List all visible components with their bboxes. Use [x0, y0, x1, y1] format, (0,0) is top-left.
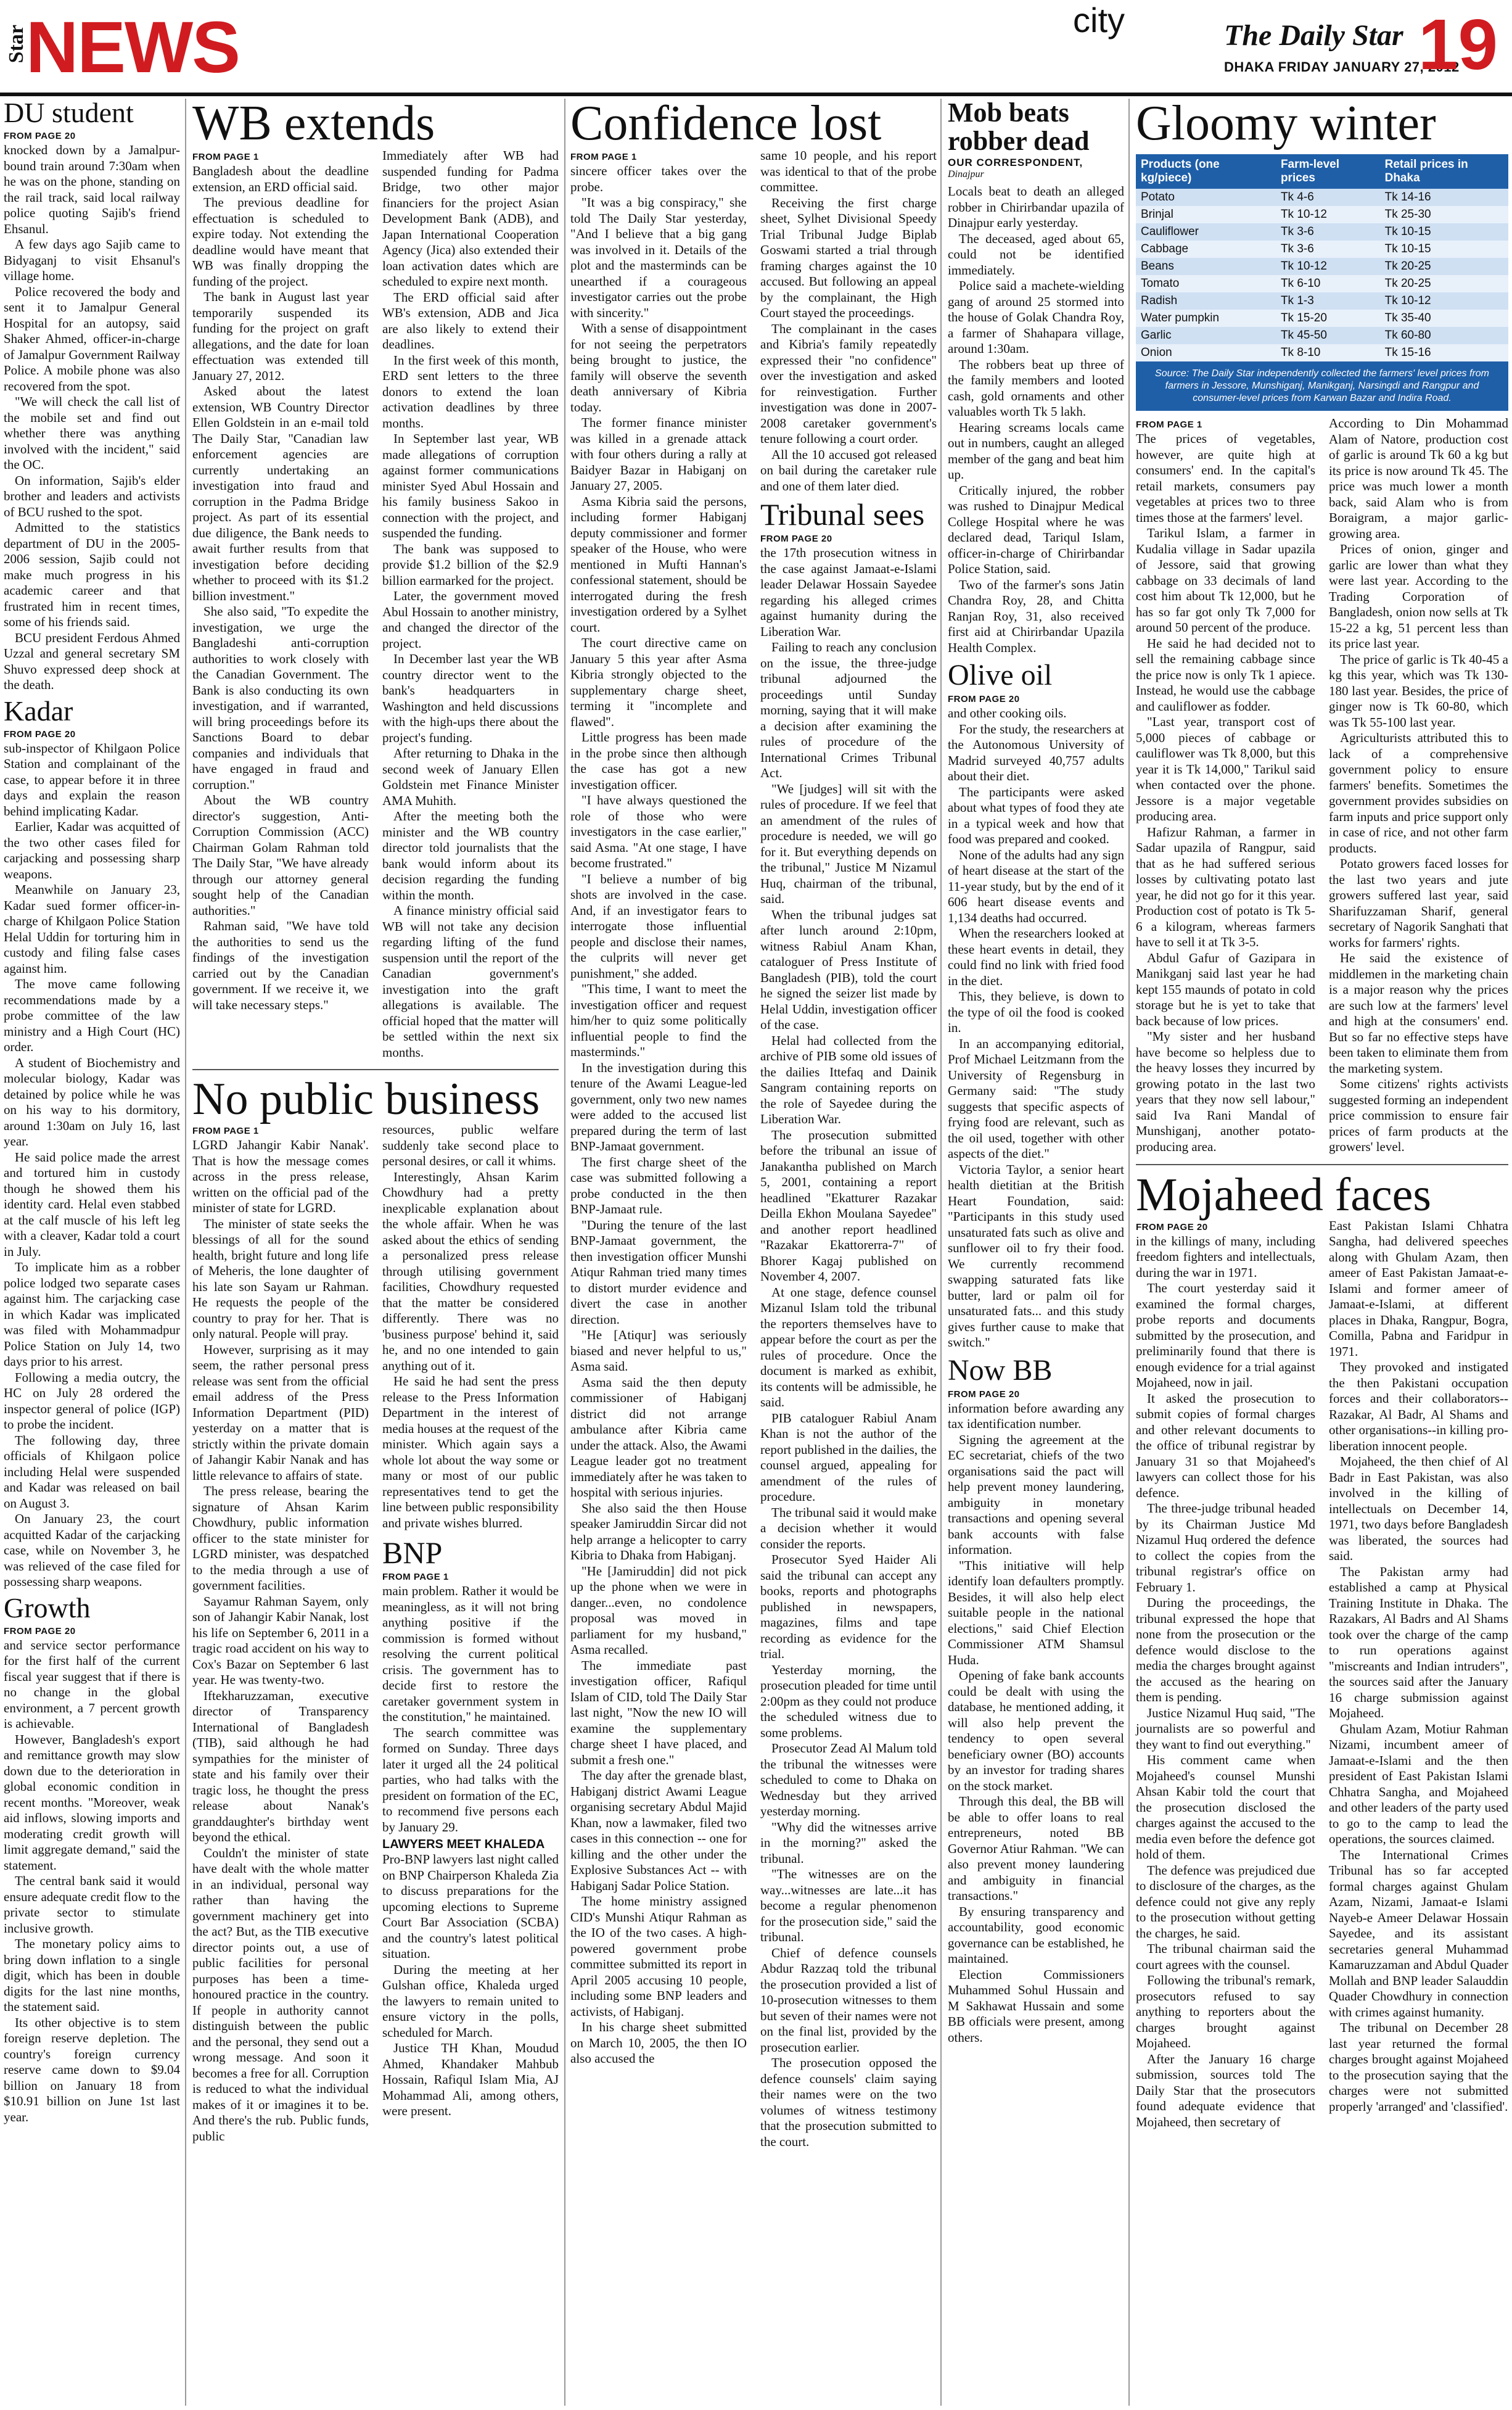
- paragraph: None of the adults had any sign of heart disease at the start of the 11-year study, but by the end of it 606 heart disease events and 1,134 deaths had occurred.: [948, 847, 1124, 925]
- from-page: FROM PAGE 20: [948, 1389, 1020, 1400]
- from-page: FROM PAGE 1: [192, 152, 259, 162]
- paragraph: Failing to reach any conclusion on the issue, the three-judge tribunal adjourned the proceedings until Sunday morning, saying that it will make a decision after examining the rules of procedure of the International Crimes Tribunal Act.: [760, 640, 937, 780]
- paragraph: The home ministry assigned CID's Munshi Atiqur Rahman as the IO of the two cases. A high-powered government probe committee submitted its report in April 2005 accusing 10 people, including some BNP leaders and activists, of Habiganj.: [570, 1894, 747, 2019]
- paragraph: Some citizens' rights activists suggested forming an independent price commission to ensure fair prices of farm products at the growers' level.: [1329, 1076, 1508, 1154]
- paragraph: resources, public welfare suddenly take second place to personal desires, or call it whims.: [382, 1122, 559, 1168]
- paragraph: The first charge sheet of the case was submitted following a probe conducted in the then BNP-Jamaat rule.: [570, 1154, 747, 1216]
- paragraph: "It was a big conspiracy," she told The Daily Star yesterday, "And I believe that a big gang was involved in it. Details of the plot and the masterminds can be unearthed if a courageous investigator carries out the probe with sincerity.": [570, 195, 747, 320]
- article-now-bb: [948, 1353, 1124, 2046]
- paragraph: Election Commissioners Muhammed Sohul Hussain and M Sakhawat Hussain and some BB officials were present, among others.: [948, 1966, 1124, 2045]
- paragraph: On January 23, the court acquitted Kadar of the carjacking case, while on November 3, he was relieved of the case filed for possessing sharp weapons.: [4, 1511, 180, 1589]
- paragraph: With a sense of disappointment for not seeing the perpetrators being brought to justice, the family will observe the seventh death anniversary of Kibria today.: [570, 321, 747, 415]
- paragraph: They provoked and instigated the then Pakistani occupation forces and their collaborators--Razakar, Al Badr, Al Shams and other organisations--in killing pro-liberation innocent people.: [1329, 1360, 1508, 1453]
- table-header: Retail prices in Dhaka: [1380, 154, 1508, 189]
- paragraph: In the investigation during this tenure of the Awami League-led government, only two new names were added to the accused list prepared during the term of last BNP-Jamaat government.: [570, 1060, 747, 1153]
- headline: BNP: [382, 1535, 443, 1570]
- table-row: [1136, 206, 1508, 223]
- article-tribunal-sees: [760, 499, 937, 2150]
- paragraph: This, they believe, is down to the type of oil the food is cooked in.: [948, 989, 1124, 1036]
- byline: [948, 157, 1124, 180]
- paragraph: The participants were asked about what types of food they ate in a typical week and how that food was prepared and cooked.: [948, 784, 1124, 847]
- paragraph: Asma Kibria said the persons, including former Habiganj deputy commissioner and former speaker of the House, who were mentioned in Mufti Hannan's confessional statement, should be interrogated during the fresh investigation ordered by a Sylhet court.: [570, 493, 747, 635]
- subhead: LAWYERS MEET KHALEDA: [382, 1838, 545, 1851]
- from-page: FROM PAGE 20: [4, 131, 76, 141]
- article-body-left: [570, 148, 747, 2150]
- paragraph: The monetary policy aims to bring down inflation to a single digit, which has been in double digits for the last nine months, the statement said.: [4, 1936, 180, 2014]
- column-1: [4, 99, 180, 2125]
- article-columns: [1136, 416, 1508, 1155]
- from-page: FROM PAGE 1: [192, 1126, 259, 1136]
- table-row: [1136, 189, 1508, 206]
- article-bnp: [382, 1537, 559, 2119]
- paragraph: The deceased, aged about 65, could not be identified immediately.: [948, 231, 1124, 278]
- paragraph: Couldn't the minister of state have dealt with the whole matter in an individual, personal way rather than having the government machinery get into the act? But, as the TIB executive director points out, a use of public facilities for personal purposes has been a time-honoured practice in the country. If people in authority cannot distinguish between the public and the personal, they send out a wrong message. And soon it becomes a free for all. Corruption is reduced to what the individual makes of it or imagines it to be. And there's the rub. Public funds, public: [192, 1845, 369, 2144]
- headline: Tribunal sees: [760, 497, 925, 532]
- article-columns: [192, 1122, 559, 2144]
- column-5: [1136, 96, 1508, 2130]
- paragraph: Chief of defence counsels Abdur Razzaq told the tribunal the prosecution provided a list of 10-prosecution witnesses to them but seven of their names were not on the final list, provided by the prosecution earlier.: [760, 1945, 937, 2055]
- paragraph: During the proceedings, the tribunal expressed the hope that none from the prosecution or the defence would disclose to the media the charges brought against the accused as the hearing on them is pending.: [1136, 1595, 1315, 1704]
- from-page: FROM PAGE 20: [948, 694, 1020, 705]
- section-divider: [192, 1069, 559, 1070]
- paragraph: "I believe a number of big shots are involved in the case. And, if an investigator fears to interrogate those influential people and disclose their names, the culprits will never get punishment," she added.: [570, 871, 747, 981]
- table-header-row: [1136, 154, 1508, 189]
- paragraph: Locals beat to death an alleged robber in Chirirbandar upazila of Dinajpur early yesterday.: [948, 184, 1124, 231]
- table-cell: Tk 3-6: [1276, 241, 1380, 258]
- article-body: [4, 142, 180, 693]
- paragraph: In September last year, WB made allegations of corruption against former communications minister Syed Abul Hossain and his family business Sakoo in connection with the project, and suspended the funding.: [382, 431, 559, 540]
- from-page: FROM PAGE 1: [570, 152, 637, 162]
- paragraph: He said the existence of middlemen in the marketing chain is a major reason why the prices are such low at the farmers' level and high at the consumers' end. But so far no effective steps have been taken to eliminate them from the marketing system.: [1329, 951, 1508, 1076]
- article-growth: [4, 1591, 180, 2126]
- column-2: [192, 96, 559, 2144]
- table-cell: Cauliflower: [1136, 223, 1276, 241]
- table-row: [1136, 292, 1508, 310]
- headline: Now BB: [948, 1353, 1053, 1387]
- table-cell: Water pumpkin: [1136, 310, 1276, 327]
- paragraph: "Last year, transport cost of 5,000 pieces of cabbage or cauliflower was Tk 8,000, but this year it is Tk 14,000," Tarikul said when contacted over the phone. Jessore is a major vegetable producing area.: [1136, 714, 1315, 823]
- paragraph: Pro-BNP lawyers last night called on BNP Chairperson Khaleda Zia to discuss preparations for the upcoming elections to Supreme Court Bar Association (SCBA) and the country's latest political situation.: [382, 1852, 559, 1961]
- paragraph: During the meeting at her Gulshan office, Khaleda urged the lawyers to remain united to ensure victory in the polls, scheduled for March.: [382, 1962, 559, 2040]
- paragraph: Asked about the latest extension, WB Country Director Ellen Goldstein in an e-mail told The Daily Star, "Canadian law enforcement agencies are currently undertaking an investigation into fraud and corruption in the Padma Bridge project. As part of its essential due diligence, the Bank needs to await further results from that investigation before deciding whether to proceed with its $1.2 billion investment.": [192, 384, 369, 603]
- paragraph: The day after the grenade blast, Habiganj district Awami League organising secretary Abdul Majid Khan, now a lawmaker, filed two cases in this connection -- one for killing and the other under the Explosive Substances Act -- with Habiganj Sadar Police Station.: [570, 1768, 747, 1893]
- article-body-left: [1136, 416, 1315, 1155]
- paragraph: For the study, the researchers at the Autonomous University of Madrid surveyed 40,757 adults about their diet.: [948, 721, 1124, 784]
- paragraph: He said he had decided not to sell the remaining cabbage since the price now is only Tk 1 apiece. Instead, he would use the cabbage and cauliflower as fodder.: [1136, 635, 1315, 714]
- paragraph: The ERD official said after WB's extension, ADB and Jica are also likely to extend their deadlines.: [382, 289, 559, 352]
- table-cell: Tk 20-25: [1380, 258, 1508, 275]
- article-kadar: [4, 697, 180, 1590]
- paragraph: The following day, three officials of Khilgaon police including Helal were suspended and Kadar was released on bail on August 3.: [4, 1432, 180, 1511]
- paragraph: the 17th prosecution witness in the case against Jamaat-e-Islami leader Delawar Hossain Sayedee regarding his alleged crimes against humanity during the Liberation War.: [760, 545, 937, 639]
- article-body-right: [382, 1122, 559, 2144]
- article-body-left: [192, 1122, 369, 2144]
- article-body: [948, 1401, 1124, 2046]
- paragraph: Tarikul Islam, a farmer in Kudalia village in Sadar upazila of Jessore, said that growing cabbage on 33 decimals of land cost him about Tk 12,000, but he has so far got only Tk 7,000 for around 50 percent of the produce.: [1136, 526, 1315, 635]
- paragraph: A student of Biochemistry and molecular biology, Kadar was detained by police while he was on his way to his dormitory, around 1:30am on July 16, last year.: [4, 1055, 180, 1149]
- paragraph: The central bank said it would ensure adequate credit flow to the private sector to stimulate inclusive growth.: [4, 1873, 180, 1936]
- headline: Mob beats robber dead: [948, 97, 1090, 157]
- paragraph: Following the tribunal's remark, prosecutors refused to say anything to reporters about the charges brought against Mojaheed.: [1136, 1973, 1315, 2050]
- article-mojaheed-faces: [1136, 1168, 1508, 2131]
- paragraph: The court yesterday said it examined the formal charges, probe reports and documents submitted by the prosecution, and preliminarily found that there is enough evidence for a trial against Mojaheed, now in jail.: [1136, 1281, 1315, 1390]
- dateline: DHAKA FRIDAY JANUARY 27, 2012: [1224, 59, 1460, 75]
- table-row: [1136, 223, 1508, 241]
- table-cell: Tk 14-16: [1380, 189, 1508, 206]
- paragraph: At one stage, defence counsel Mizanul Islam told the tribunal the reporters themselves have to appear before the court as per the rules of procedure. Once the document is marked as exhibit, its contents will be admissible, he said.: [760, 1284, 937, 1409]
- table-cell: Tk 45-50: [1276, 327, 1380, 344]
- from-page: FROM PAGE 1: [382, 1572, 449, 1582]
- paragraph: The complainant in the cases and Kibria's family repeatedly expressed their "no confidence" over the investigation and asked for reinvestigation. Further investigation was done in 2007-2008 caretaker government's tenure following a court order.: [760, 321, 937, 446]
- paragraph: On information, Sajib's elder brother and leaders and activists of BCU rushed to the spot.: [4, 473, 180, 519]
- section-title: NEWS: [26, 7, 239, 88]
- article-body-right: [760, 148, 937, 2150]
- table-cell: Tk 15-20: [1276, 310, 1380, 327]
- column-divider: [940, 99, 942, 2406]
- paragraph: "He [Jamiruddin] did not pick up the phone when we were in danger...even, no condolence proposal was moved in parliament for my husband," Asma recalled.: [570, 1563, 747, 1657]
- headline: DU student: [4, 97, 134, 128]
- paragraph: In the first week of this month, ERD sent letters to the three donors to extend the loan activation deadlines by three months.: [382, 352, 559, 431]
- paragraph: The immediate past investigation officer, Rafiqul Islam of CID, told The Daily Star last night, "Now the new IO will examine the supplementary charge sheet I have placed, and submit a fresh one.": [570, 1657, 747, 1767]
- paragraph: "This initiative will help identify loan defaulters promptly. Besides, it will also help elect suitable people in the national elections," said Chief Election Commissioner ATM Shamsul Huda.: [948, 1558, 1124, 1667]
- table-row: [1136, 241, 1508, 258]
- paragraph: Potato growers faced losses for the last two years and jute growers suffered last year, said Sharifuzzaman Sharif, general secretary of Nagorik Sanghati that works for farmers' rights.: [1329, 856, 1508, 950]
- table-cell: Tk 25-30: [1380, 206, 1508, 223]
- article-body-right: [1329, 416, 1508, 1155]
- headline: Mojaheed faces: [1136, 1168, 1431, 1221]
- paragraph: The press release, bearing the signature of Ahsan Karim Chowdhury, public information officer to the state minister for LGRD minister, was despatched to the media through a use of government facilities.: [192, 1484, 369, 1593]
- table-cell: Tk 15-16: [1380, 344, 1508, 361]
- article-body: [948, 706, 1124, 1351]
- table-row: [1136, 344, 1508, 361]
- column-divider: [185, 99, 186, 2406]
- paragraph: When the tribunal judges sat after lunch around 2:10pm, witness Rabiul Anam Khan, cataloguer of Press Institute of Bangladesh (PIB), told the court he signed the seizer list made by Helal Uddin, investigation officer of the case.: [760, 907, 937, 1032]
- paragraph: Justice TH Khan, Moudud Ahmed, Khandaker Mahbub Hossain, Rafiqul Islam Mia, AJ Mohammad Ali, among others, were present.: [382, 2041, 559, 2118]
- column-divider: [564, 99, 565, 2406]
- paragraph: The tribunal said it would make a decision whether it would consider the reports.: [760, 1504, 937, 1551]
- paragraph: However, surprising as it may seem, the rather personal press release was sent from the official email address of the Press Information Department (PID) yesterday on a matter that is strictly within the private domain of Jahangir Kabir Nanak and has little relevance to affairs of state.: [192, 1342, 369, 1483]
- paragraph: Its other objective is to stem foreign reserve depletion. The country's foreign currency reserve came down to $9.04 billion on January 18 from $10.91 billion on June 1st last year.: [4, 2015, 180, 2124]
- paragraph: His comment came when Mojaheed's counsel Munshi Ahsan Kabir told the court that the prosecution disclosed the charges against the accused to the media even before the defence got hold of them.: [1136, 1752, 1315, 1862]
- article-body-left: [1136, 1218, 1315, 2131]
- from-page: FROM PAGE 20: [760, 534, 832, 544]
- article-body: [4, 1638, 180, 2126]
- paragraph: The prosecution opposed the defence counsels' claim saying their names were on the two volumes of witness testimony that the prosecution submitted to the court.: [760, 2055, 937, 2149]
- headline: Olive oil: [948, 659, 1053, 692]
- paragraph: BCU president Ferdous Ahmed Uzzal and general secretary SM Shuvo expressed deep shock at the death.: [4, 630, 180, 692]
- paragraph: The bank was supposed to provide $1.2 billion of the $2.9 billion earmarked for the project.: [382, 541, 559, 588]
- byline-place: Dinajpur: [948, 169, 984, 180]
- paragraph: The International Crimes Tribunal has so far accepted formal charges against Ghulam Azam, Nizami, Jamaat-e Islami Nayeb-e Ameer Delawar Hossain Sayedee, and its assistant secretaries general Muhammad Kamaruzzaman and Abdul Quader Mollah and BNP leader Salauddin Quader Chowdhury in connection with crimes against humanity.: [1329, 1847, 1508, 2020]
- paragraph: Immediately after WB had suspended funding for Padma Bridge, two other major financiers for the project Asian Development Bank (ADB), and Japan International Cooperation Agency (Jica) also extended their loan activation dates which are scheduled to expire next month.: [382, 148, 559, 289]
- paragraph: Later, the government moved Abul Hossain to another ministry, and changed the director of the project.: [382, 588, 559, 651]
- paragraph: Opening of fake bank accounts could be dealt with using the database, he mentioned adding, it will also help prevent the tendency to open several beneficiary owner (BO) accounts by an investor for trading shares on the stock market.: [948, 1668, 1124, 1793]
- paragraph: The tribunal chairman said the court agrees with the counsel.: [1136, 1941, 1315, 1972]
- paragraph: in the killings of many, including freedom fighters and intellectuals, during the war in 1971.: [1136, 1233, 1315, 1280]
- section-divider: [1136, 1164, 1508, 1165]
- paragraph: PIB cataloguer Rabiul Anam Khan is not the author of the report published in the dailies, the counsel argued, appealing for amendment of the rules of procedure.: [760, 1410, 937, 1504]
- paragraph: In an accompanying editorial, Prof Michael Leitzmann from the University of Regensburg in Germany said: "The study suggests that specific aspects of frying food are relevant, such as the oil used, together with other aspects of the diet.": [948, 1036, 1124, 1162]
- table-cell: Tk 10-12: [1276, 258, 1380, 275]
- paragraph: Following a media outcry, the HC on July 28 ordered the inspector general of police (IGP) to probe the incident.: [4, 1369, 180, 1432]
- table-cell: Tk 1-3: [1276, 292, 1380, 310]
- paragraph: sub-inspector of Khilgaon Police Station and complainant of the case, to appear before it in three days and explain the reason behind implicating Kadar.: [4, 740, 180, 819]
- paragraph: Abdul Gafur of Gazipara in Manikganj said last year he had kept 155 maunds of potato in cold storage but he is yet to take that back because of low prices.: [1136, 950, 1315, 1028]
- paragraph: "This time, I want to meet the investigation officer and request him/her to quiz some politically influential people to find the masterminds.": [570, 981, 747, 1059]
- table-cell: Tk 4-6: [1276, 189, 1380, 206]
- paragraph: "My sister and her husband have become so helpless due to the heavy losses they incurred by growing potato in the last two years that they now sell labour," said Iva Rani Mandal of Munshiganj, another potato-producing area.: [1136, 1029, 1315, 1154]
- paragraph: The three-judge tribunal headed by its Chairman Justice Md Nizamul Huq ordered the defence to collect the copies from the tribunal registrar's office on February 1.: [1136, 1501, 1315, 1595]
- column-3: [570, 96, 937, 2150]
- article-no-public-business: [192, 1076, 559, 2144]
- paragraph: The prosecution submitted before the tribunal an issue of Janakantha published on March 5, 2001, containing a report headlined "Ekatturer Razakar Deilla Ekhon Moulana Sayedee" and another report headlined "Razakar Ekattorerra-7" of Bhorer Kagaj published on November 4, 2007.: [760, 1127, 937, 1284]
- article-du-student: [4, 99, 180, 693]
- article-mob-beats: [948, 99, 1124, 656]
- column-divider: [1128, 99, 1130, 2406]
- article-body-right: [1329, 1218, 1508, 2131]
- price-table: [1136, 154, 1508, 361]
- table-cell: Tk 10-12: [1276, 206, 1380, 223]
- table-cell: Tk 10-15: [1380, 241, 1508, 258]
- from-page: FROM PAGE 20: [4, 728, 76, 740]
- paragraph: knocked down by a Jamalpur-bound train around 7:30am when he was on the phone, standing on the rail track, said local railway police quoting Sajib's friend Ehsanul.: [4, 142, 180, 236]
- city-label: city: [1073, 1, 1125, 39]
- table-source-note: Source: The Daily Star independently collected the farmers' level prices from farmers in Jessore, Munshiganj, Manikganj, Narsingdi and Rangpur and consumer-level prices from Karwan Bazar and Indira Road.: [1136, 361, 1508, 411]
- paragraph: Sayamur Rahman Sayem, only son of Jahangir Kabir Nanak, lost his life on September 6, 2011 in a tragic road accident on his way to Cox's Bazar on September 6 last year. He was twenty-two.: [192, 1593, 369, 1687]
- table-cell: Potato: [1136, 189, 1276, 206]
- paragraph: Bangladesh about the deadline extension, an ERD official said.: [192, 163, 369, 194]
- paragraph: To implicate him as a robber police lodged two separate cases against him. The carjacking case in which Kadar was implicated was filed with Mohammadpur Police Station on July 14, two days prior to his arrest.: [4, 1260, 180, 1369]
- paragraph: and service sector performance for the first half of the current fiscal year suggest that if there is no change in the global environment, a 7 percent growth is achievable.: [4, 1637, 180, 1731]
- article-columns: [1136, 1218, 1508, 2131]
- paragraph: Rahman said, "We have told the authorities to send us the findings of the investigation carried out by the Canadian government. If we receive it, we will take necessary steps.": [192, 918, 369, 1012]
- paragraph: "We [judges] will sit with the rules of procedure. If we feel that an amendment of the rules of procedure is needed, we will go for it. But everything depends on the tribunal," Justice M Nizamul Huq, chairman of the tribunal, said.: [760, 781, 937, 906]
- paragraph: The court directive came on January 5 this year after Asma Kibria strongly objected to the supplementary charge sheet, terming it "incomplete and flawed".: [570, 635, 747, 729]
- paragraph: "I have always questioned the role of those who were investigators in the case earlier," said Asma. "At one stage, I have become frustrated.": [570, 793, 747, 870]
- paragraph: About the WB country director's suggestion, Anti-Corruption Commission (ACC) Chairman Golam Rahman told The Daily Star, "We have already through our attorney general sought help of the Canadian authorities.": [192, 793, 369, 918]
- paragraph: Meanwhile on January 23, Kadar sued former officer-in-charge of Khilgaon Police Station Helal Uddin for torturing him in custody and filing false cases against him.: [4, 882, 180, 976]
- table-cell: Tk 8-10: [1276, 344, 1380, 361]
- table-cell: Onion: [1136, 344, 1276, 361]
- table-cell: Tk 3-6: [1276, 223, 1380, 241]
- paragraph: Interestingly, Ahsan Karim Chowdhury had a pretty inexplicable explanation about the whole affair. When he was asked about the ethics of sending a personalized press release through utilising government facilities, Chowdhury requested that the matter be considered differently. There was no 'business purpose' behind it, said he, and no one intended to gain anything out of it.: [382, 1169, 559, 1373]
- paragraph: By ensuring transparency and accountability, good economic governance can be established, he maintained.: [948, 1904, 1124, 1966]
- table-cell: Brinjal: [1136, 206, 1276, 223]
- paragraph: She also said the then House speaker Jamiruddin Sircar did not help arrange a helicopter to carry Kibria to Dhaka from Habiganj.: [570, 1500, 747, 1562]
- paragraph: information before awarding any tax identification number.: [948, 1400, 1124, 1432]
- paragraph: Agriculturists attributed this to lack of a comprehensive government policy to ensure farmers' benefits. Sometimes the government provides subsidies on farm inputs and price support only in case of rice, and not other farm products.: [1329, 730, 1508, 856]
- paragraph: "The witnesses are on the way...witnesses are late...it has become a regular phenomenon for the prosecution side," said the tribunal.: [760, 1867, 937, 1944]
- paragraph: He said police made the arrest and tortured him in custody though he showed them his identity card. Helal even stabbed at the calf muscle of his left leg with a cleaver, Kadar told a court in July.: [4, 1149, 180, 1259]
- table-cell: Beans: [1136, 258, 1276, 275]
- article-body-left: [192, 148, 369, 1060]
- table-cell: Tk 6-10: [1276, 275, 1380, 292]
- article-columns: [192, 148, 559, 1060]
- paragraph: Hearing screams locals came out in numbers, caught an alleged member of the gang and beat him up.: [948, 419, 1124, 482]
- table-row: [1136, 275, 1508, 292]
- paragraph: Prices of onion, ginger and garlic are lower than what they were last year. According to the Trading Corporation of Bangladesh, onion now sells at Tk 15-22 a kg, 51 percent less than its price last year.: [1329, 542, 1508, 651]
- from-page: FROM PAGE 20: [1136, 1221, 1208, 1232]
- paragraph: It asked the prosecution to submit copies of formal charges and other relevant documents to the office of tribunal registrar by January 31 so that Mojaheed's lawyers can collect those for his defence.: [1136, 1390, 1315, 1500]
- paragraph: "He [Atiqur] was seriously biased and never helpful to us," Asma said.: [570, 1327, 747, 1374]
- paragraph: The former finance minister was killed in a grenade attack with four others during a rally at Baidyer Bazar in Habiganj on January 27, 2005.: [570, 415, 747, 493]
- table-cell: Garlic: [1136, 327, 1276, 344]
- paragraph: However, Bangladesh's export and remittance growth may slow down due to the deterioration in global economic condition in recent months. "Moreover, weak aid inflows, slowing imports and moderating credit growth will limit aggregate demand," said the statement.: [4, 1731, 180, 1873]
- paragraph: The minister of state seeks the blessings of all for the sound health, bright future and long life of Meheris, the lone daughter of his late son Sayam ur Rahman. He requests the people of the country to pray for her. That is only natural. People will pray.: [192, 1216, 369, 1341]
- table-row: [1136, 310, 1508, 327]
- paragraph: Justice Nizamul Huq said, "The journalists are so powerful and they want to find out everything.": [1136, 1705, 1315, 1752]
- paragraph: Receiving the first charge sheet, Sylhet Divisional Speedy Trial Tribunal Judge Biplab Goswami started a trial through framing charges against the 10 accused. But following an appeal by the complainant, the High Court stayed the proceedings.: [760, 195, 937, 320]
- table-cell: Radish: [1136, 292, 1276, 310]
- from-page: FROM PAGE 20: [4, 1625, 76, 1636]
- paragraph: Signing the agreement at the EC secretariat, chiefs of the two organisations said the pact will help prevent money laundering, ambiguity in monetary transactions and opening several bank accounts with false information.: [948, 1432, 1124, 1558]
- paragraph: Ghulam Azam, Motiur Rahman Nizami, incumbent ameer of Jamaat-e-Islami and the then president of East Pakistan Islami Chhatra Sangha, and Mojaheed and other leaders of the party used to go to the camp to lead the operations, the sources claimed.: [1329, 1721, 1508, 1846]
- paragraph: and other cooking oils.: [948, 706, 1067, 721]
- paragraph: Prosecutor Syed Haider Ali said the tribunal can accept any books, reports and photographs published in newspapers, magazines, films and tape recording as evidence for the trial.: [760, 1552, 937, 1661]
- paragraph: Hafizur Rahman, a farmer in Sadar upazila of Rangpur, said that as he had suffered serious losses by cultivating potato last year, he did not go for it this year. Production cost of potato is Tk 5-6 a kilogram, whereas farmers have to sell it at Tk 3-5.: [1136, 824, 1315, 949]
- article-wb-extends: [192, 96, 559, 1060]
- paragraph: The bank in August last year temporarily suspended its funding for the project on graft allegations, and the date for loan effectuation was extended till January 27, 2012.: [192, 289, 369, 383]
- paragraph: Mojaheed, the then chief of Al Badr in East Pakistan, was also involved in the killing of intellectuals on December 14, 1971, two days before Bangladesh was liberated, the sources had said.: [1329, 1454, 1508, 1563]
- paragraph: "We will check the call list of the mobile set and find out whether there was anything involved with the incident," said the OC.: [4, 394, 180, 472]
- headline: Kadar: [4, 695, 73, 727]
- paragraph: Asma said the then deputy commissioner of Habiganj district did not arrange ambulance after Kibria came under the attack. Also, the Awami League leader got no treatment immediately after he was taken to hospital with serious injuries.: [570, 1374, 747, 1500]
- table-cell: Tomato: [1136, 275, 1276, 292]
- paragraph: After the January 16 charge submission, sources told The Daily Star that the prosecutors found adequate evidence that Mojaheed, then secretary of: [1136, 2051, 1315, 2129]
- paragraph: Helal had collected from the archive of PIB some old issues of the dailies Ittefaq and Dainik Sangram containing reports on the role of Sayedee during the Liberation War.: [760, 1033, 937, 1126]
- byline-name: OUR CORRESPONDENT,: [948, 157, 1083, 169]
- paragraph: The Pakistan army had established a camp at Physical Training Institute in Dhaka. The Razakars, Al Badrs and Al Shams took over the charge of the camp to run operations against "miscreants and Indian intruders", the sources said after the January 16 charge submission against Mojaheed.: [1329, 1564, 1508, 1720]
- column-4: [948, 99, 1124, 2045]
- paragraph: East Pakistan Islami Chhatra Sangha, had delivered speeches along with Ghulam Azam, then ameer of East Pakistan Jamaat-e-Islami and former ameer of Jamaat-e-Islami, at different places in Dhaka, Rangpur, Bogra, Comilla, Pabna and Faridpur in 1971.: [1329, 1218, 1508, 1359]
- paragraph: Earlier, Kadar was acquitted of the two other cases filed for carjacking and possessing sharp weapons.: [4, 819, 180, 881]
- paper-name: The Daily Star: [1224, 19, 1403, 52]
- paragraph: The price of garlic is Tk 40-45 a kg this year, which was Tk 130-180 last year. Besides, the price of ginger now is Tk 60-80, which was Tk 55-100 last year.: [1329, 651, 1508, 730]
- paragraph: When the researchers looked at these heart events in detail, they could find no link with fried food in the diet.: [948, 926, 1124, 988]
- paragraph: sincere officer takes over the probe.: [570, 163, 747, 194]
- page-number: 19: [1418, 4, 1498, 85]
- paragraph: The prices of vegetables, however, are quite high at consumers' end. In the capital's retail markets, consumers pay vegetables at prices two to three times those at the farmers' level.: [1136, 431, 1315, 525]
- paragraph: She also said, "To expedite the investigation, we urge the Bangladeshi anti-corruption authorities to work closely with the Canadian Government. The Bank is also conducting its own investigation, and if warranted, will bring proceedings before its Sanctions Board to debar companies and individuals that have engaged in fraud and corruption.": [192, 604, 369, 792]
- article-body: [4, 741, 180, 1590]
- paragraph: The tribunal on December 28 last year returned the formal charges brought against Mojaheed to the prosecution saying that the charges were not submitted properly 'arranged' and 'classified'.: [1329, 2020, 1508, 2114]
- paragraph: A finance ministry official said WB will not take any decision regarding lifting of the fund suspension until the report of the Canadian government's investigation into the graft allegations is available. The official hoped that the matter will be settled within the next six months.: [382, 903, 559, 1060]
- paragraph: The robbers beat up three of the family members and looted cash, gold ornaments and other valuables worth Tk 5 lakh.: [948, 357, 1124, 419]
- table-header: Products (one kg/piece): [1136, 154, 1276, 189]
- paragraph: The previous deadline for effectuation is scheduled to expire today. Not extending the deadline would have meant that WB was finally dropping the funding of the project.: [192, 195, 369, 289]
- paragraph: The move came following recommendations made by a probe committee of the law ministry and a High Court (HC) order.: [4, 976, 180, 1054]
- paragraph: Iftekharuzzaman, executive director of Transparency International of Bangladesh (TIB), said although he had sympathies for the minister of state and his family over their tragic loss, he thought the press release about Nanak's granddaughter's birthday went beyond the ethical.: [192, 1688, 369, 1844]
- paragraph: Through this deal, the BB will be able to offer loans to real entrepreneurs, noted BB Governor Atiur Rahman. "We can also prevent money laundering and ambiguity in financial transactions.": [948, 1794, 1124, 1904]
- article-columns: [570, 148, 937, 2150]
- masthead: [0, 0, 1512, 96]
- paragraph: "During the tenure of the last BNP-Jamaat government, the then investigation officer Munshi Atiqur Rahman tried many times to distort murder evidence and divert the case in another direction.: [570, 1217, 747, 1327]
- table-cell: Tk 20-25: [1380, 275, 1508, 292]
- table-cell: Tk 60-80: [1380, 327, 1508, 344]
- headline: Confidence lost: [570, 96, 882, 151]
- article-body: [948, 184, 1124, 656]
- table-cell: Cabbage: [1136, 241, 1276, 258]
- paragraph: The defence was prejudiced due to disclosure of the charges, as the defence could not give any reply to the prosecution without getting the charges, he said.: [1136, 1862, 1315, 1941]
- table-row: [1136, 327, 1508, 344]
- paragraph: A few days ago Sajib came to Bidyaganj to visit Ehsanul's village home.: [4, 237, 180, 283]
- paragraph: In his charge sheet submitted on March 10, 2005, the then IO also accused the: [570, 2020, 747, 2066]
- paragraph: Admitted to the statistics department of DU in the 2005-2006 session, Sajib could not make much progress in his academic career and that frustrated him in recent times, some of his friends said.: [4, 520, 180, 629]
- table-cell: Tk 10-12: [1380, 292, 1508, 310]
- article-confidence-lost: [570, 96, 937, 2150]
- paragraph: In December last year the WB country director went to the bank's headquarters in Washington and held discussions with the high-ups there about the project's funding.: [382, 651, 559, 745]
- table-cell: Tk 35-40: [1380, 310, 1508, 327]
- paragraph: Police said a machete-wielding gang of around 25 stormed into the house of Golak Chandra Roy, a farmer of Shahapara village, around 1:30am.: [948, 278, 1124, 357]
- paragraph: Two of the farmer's sons Jatin Chandra Roy, 28, and Chitta Ranjan Roy, 31, also received first aid at Chirirbandar Upazila Health Complex.: [948, 577, 1124, 655]
- headline: WB extends: [192, 96, 435, 151]
- paragraph: The search committee was formed on Sunday. Three days later it urged all the 24 political parties, who had talks with the president on formation of the EC, to recommend five persons each by January 29.: [382, 1725, 559, 1834]
- article-olive-oil: [948, 661, 1124, 1351]
- table-header: Farm-level prices: [1276, 154, 1380, 189]
- paragraph: All the 10 accused got released on bail during the caretaker rule and one of them later died.: [760, 447, 937, 493]
- paragraph: After the meeting both the minister and the WB country director told journalists that the bank would inform about its decision regarding the funding within the month.: [382, 809, 559, 902]
- paragraph: Critically injured, the robber was rushed to Dinajpur Medical College Hospital where he was declared dead, Tariqul Islam, officer-in-charge of Chirirbandar Police Station, said.: [948, 482, 1124, 577]
- paragraph: Police recovered the body and sent it to Jamalpur General Hospital for an autopsy, said Shaker Ahmed, officer-in-charge of Jamalpur Government Railway Police. A mobile phone was also recovered from the spot.: [4, 284, 180, 394]
- paragraph: According to Din Mohammad Alam of Natore, production cost of garlic is around Tk 60 a kg but its price is now around Tk 45. The price was much lower a month back, said Alam who is from Boraigram, a major garlic-growing area.: [1329, 416, 1508, 541]
- headline: No public business: [192, 1074, 540, 1125]
- paragraph: LGRD Jahangir Kabir Nanak'. That is how the message comes across in the press release, written on the official pad of the minister of state for LGRD.: [192, 1137, 369, 1215]
- table-row: [1136, 258, 1508, 275]
- from-page: FROM PAGE 1: [1136, 419, 1202, 430]
- paragraph: Little progress has been made in the probe since then although the case has got a new investigation officer.: [570, 730, 747, 792]
- article-body-right: [382, 148, 559, 1060]
- paragraph: "Why did the witnesses arrive in the morning?" asked the tribunal.: [760, 1819, 937, 1866]
- headline: Growth: [4, 1591, 91, 1624]
- paragraph: He said he had sent the press release to the Press Information Department in the interest of media houses at the request of the minister. Which again says a whole lot about the way some or many or most of our public representatives tend to get the line between public responsibility and private wishes blurred.: [382, 1374, 559, 1530]
- paragraph: main problem. Rather it would be meaningless, as it will not bring anything positive if the commission is formed without resolving the current political crisis. The government has to decide first to restore the caretaker government system in the constitution," he maintained.: [382, 1583, 559, 1724]
- paragraph: Yesterday morning, the prosecution pleaded for time until 2:00pm as they could not produce the scheduled witness due to some problems.: [760, 1662, 937, 1740]
- paragraph: Victoria Taylor, a senior heart health dietitian at the British Heart Foundation, said: "Participants in this study used unsaturated fats such as olive and sunflower oil to fry their food. We currently recommend swapping saturated fats like butter, lard or palm oil for unsaturated fats... and this study gives further cause to make that switch.": [948, 1162, 1124, 1350]
- headline: Gloomy winter: [1136, 96, 1436, 151]
- table-cell: Tk 10-15: [1380, 223, 1508, 241]
- article-gloomy-winter: [1136, 96, 1508, 1155]
- paragraph: same 10 people, and his report was identical to that of the probe committee.: [760, 148, 937, 194]
- star-label: Star: [5, 25, 28, 64]
- paragraph: Prosecutor Zead Al Malum told the tribunal the witnesses were scheduled to come to Dhaka on Wednesday but they arrived yesterday morning.: [760, 1741, 937, 1818]
- paragraph: After returning to Dhaka in the second week of January Ellen Goldstein met Finance Minister AMA Muhith.: [382, 746, 559, 808]
